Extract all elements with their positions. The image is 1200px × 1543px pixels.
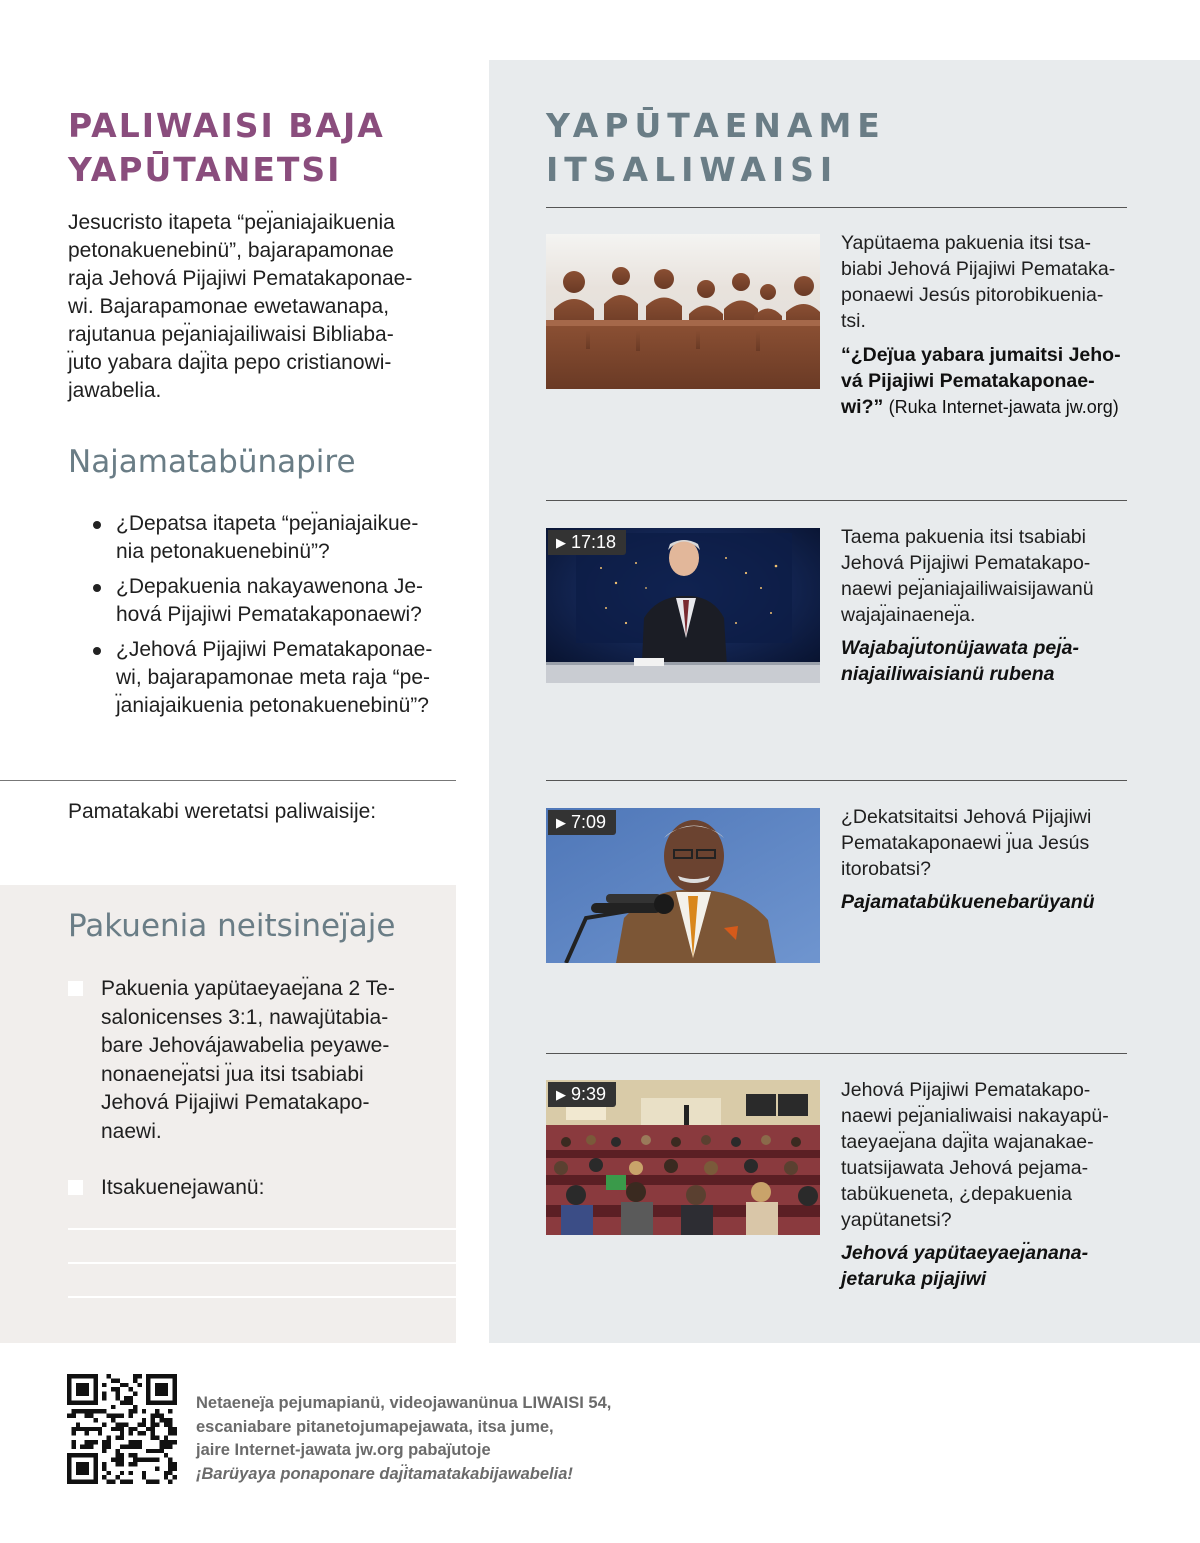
divider [546, 1053, 1127, 1054]
left-title-line2: YAPŪTANETSI [68, 150, 342, 189]
checkbox-icon[interactable] [68, 981, 83, 996]
todo-heading: Pakuenia neitsineȷ̈aje [68, 908, 396, 944]
checkbox-icon[interactable] [68, 1180, 83, 1195]
silhouette-meeting-image [546, 234, 820, 389]
intro-line: Jesucristo itapeta “peȷ̈aniajaikuenia [68, 211, 395, 234]
video-title-link[interactable]: Pajamatabükuenebarüyanü [841, 891, 1095, 913]
video-title-link[interactable]: Wajabaȷ̈utonüjawata peȷ̈a- niajailiwaisianü rubena [841, 637, 1080, 685]
video-duration: ▶ 17:18 [548, 530, 626, 555]
write-line[interactable] [68, 1296, 456, 1298]
video-thumbnail[interactable] [546, 808, 820, 963]
divider [546, 207, 1127, 208]
next-visit-label: Pamatakabi weretatsi paliwaisije: [68, 800, 377, 823]
intro-line: petonakuenebinü”, bajarapamonae [68, 239, 394, 262]
video-thumbnail[interactable] [546, 528, 820, 683]
video-duration: ▶ 7:09 [548, 810, 616, 835]
questions-heading: Najamatabünapire [68, 444, 356, 480]
write-line[interactable] [68, 1262, 456, 1264]
question-item: ¿Depatsa itapeta “peȷ̈aniajaikue- nia petonakuenebinü”? [90, 510, 460, 566]
video-description: ¿Dekatsitaitsi Jehová Pijajiwi Pematakaponaewi ȷ̈ua Jesús itorobatsi? [841, 806, 1092, 880]
video-description: Taema pakuenia itsi tsabiabi Jehová Pijajiwi Pematakapo- naewi peȷ̈aniajailiwaisijawanü wajaȷ̈ainaeneȷ̈a. [841, 526, 1094, 626]
intro-line: wi. Bajarapamonae ewetawanapa, [68, 295, 390, 318]
question-item: ¿Jehová Pijajiwi Pematakaponae- wi, bajarapamonae meta raja “pe- ȷ̈aniajaikuenia petonakuenebinü”? [90, 636, 460, 720]
play-icon: ▶ [556, 535, 566, 550]
video-duration: ▶ 9:39 [548, 1082, 616, 1107]
left-section-title [68, 104, 468, 192]
article-thumbnail[interactable] [546, 234, 820, 389]
article-description: Yapütaema pakuenia itsi tsa- biabi Jehová Pijajiwi Pemataka- ponaewi Jesús pitorobikuenia- tsi. [841, 232, 1116, 332]
qr-code-icon[interactable] [67, 1374, 177, 1484]
link-note: (Ruka Internet-jawata jw.org) [888, 397, 1119, 417]
bullet-icon [93, 584, 101, 592]
todo-item: Itsakuenejawanü: [68, 1174, 428, 1203]
video-description: Jehová Pijajiwi Pematakapo- naewi peȷ̈anialiwaisi nakayapü- taeyaeȷ̈ana daȷ̈ita wajanakae- tuatsijawata Jehová pejama- tabükueneta, ¿depakuenia yapütanetsi? [841, 1079, 1109, 1231]
bullet-icon [93, 647, 101, 655]
bullet-icon [93, 521, 101, 529]
write-line[interactable] [68, 1228, 456, 1230]
play-icon: ▶ [556, 1087, 566, 1102]
play-icon: ▶ [556, 815, 566, 830]
question-item: ¿Depakuenia nakayawenona Je- hová Pijajiwi Pematakaponaewi? [90, 573, 460, 629]
intro-paragraph [68, 209, 458, 405]
article-link[interactable]: “¿Deȷ̈ua yabara jumaitsi Jeho- vá Pijajiwi Pematakaponae- wi?” (Ruka Internet-jawata jw.org) [841, 344, 1121, 418]
divider [0, 780, 456, 781]
divider [546, 500, 1127, 501]
divider [546, 780, 1127, 781]
intro-line: rajutanua peȷ̈aniajailiwaisi Bibliaba- [68, 323, 394, 346]
right-title-line1: YAPŪTAENAME [546, 106, 886, 145]
left-title-line1: PALIWAISI BAJA [68, 106, 385, 145]
video-title-link[interactable]: Jehová yapütaeyaeȷ̈anana- jetaruka pijajiwi [841, 1242, 1089, 1290]
todo-item: Pakuenia yapütaeyaeȷ̈ana 2 Te- salonicenses 3:1, nawajütabia- bare Jehovájawabelia peyawe- nonaeneȷ̈atsi ȷ̈ua itsi tsabiabi Jehová Pijajiwi Pematakapo- naewi. [68, 975, 428, 1146]
intro-line: raja Jehová Pijajiwi Pematakaponae- [68, 267, 413, 290]
right-title-line2: ITSALIWAISI [546, 150, 839, 189]
questions-list [90, 510, 460, 727]
intro-line: ȷ̈uto yabara daȷ̈ita pepo cristianowi- [68, 351, 392, 374]
intro-line: jawabelia. [68, 379, 162, 402]
video-thumbnail[interactable] [546, 1080, 820, 1235]
footer-note: Netaeneȷ̈a pejumapianü, videojawanünua LIWAISI 54, escaniabare pitanetojumapejawata, itsa jume, jaire Internet-jawata jw.org pabaȷ̈utoje ¡Barüyaya ponaponare daȷ̈itamatakabijawabelia! [196, 1394, 612, 1483]
related-section-title [546, 104, 1106, 192]
